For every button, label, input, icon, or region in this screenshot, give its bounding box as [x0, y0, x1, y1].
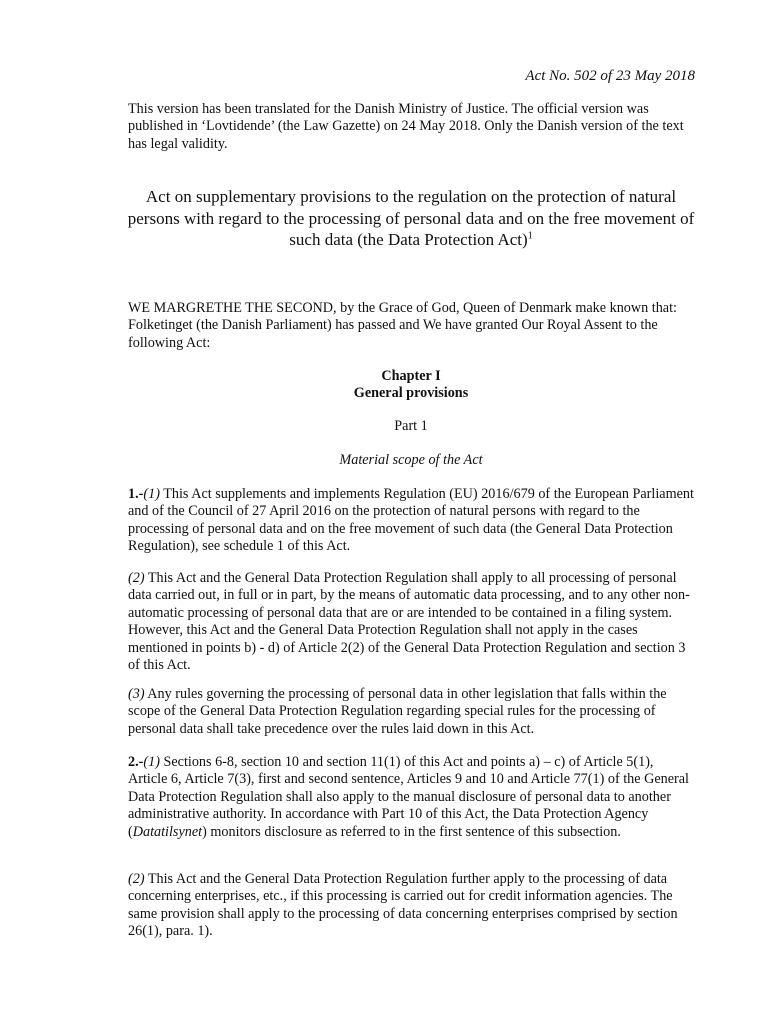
section-number: 1.- [128, 486, 144, 502]
subsection-text: This Act and the General Data Protection Regulation further apply to the processing of data concerning enterprises, etc., if this processing is carried out for credit information agencies. The same provision shall apply to the processing of data concerning enterprises comprised by section 26(1), para. 1). [128, 871, 678, 940]
part-number: Part 1 [394, 418, 428, 434]
act-title-text: Act on supplementary provisions to the regulation on the protection of natural persons with regard to the processing of personal data and on the free movement of such data (the Data Protection Act) [127, 187, 695, 249]
section-1-subsection-3 [128, 686, 694, 738]
section-number: 2.- [128, 754, 144, 770]
subsection-mark: (2) [128, 570, 145, 586]
part-heading: Material scope of the Act [339, 452, 483, 468]
preamble: WE MARGRETHE THE SECOND, by the Grace of God, Queen of Denmark make known that: Folketinget (the Danish Parliament) has passed and We have granted Our Royal Assent to the following Act: [128, 300, 677, 351]
section-1-subsection-1 [128, 486, 694, 556]
subsection-mark: (1) [143, 486, 160, 502]
footnote-mark: 1 [527, 230, 533, 242]
agency-name: Datatilsynet [132, 823, 203, 840]
translation-notice: This version has been translated for the Danish Ministry of Justice. The official version was published in ‘Lovtidende’ (the Law Gazette) on 24 May 2018. Only the Danish version of the text has legal validity. [128, 101, 684, 152]
chapter-number: Chapter I [381, 368, 441, 384]
subsection-text: Sections 6-8, section 10 and section 11(1) of this Act and points a) – c) of Article 5(1), Article 6, Article 7(3), first and second sentence, Articles 9 and 10 and Article 77(1) of the General Data Protection Regulation shall also apply to the manual disclosure of personal data to another administrative authority. In accordance with Part 10 of this Act, the Data Protection Agency ( [128, 754, 689, 840]
section-2-subsection-2 [128, 871, 694, 941]
subsection-text: Any rules governing the processing of personal data in other legislation that falls within the scope of the General Data Protection Regulation regarding special rules for the processing of personal data shall take precedence over the rules laid down in this Act. [128, 686, 667, 737]
act-title [118, 186, 704, 251]
chapter-name: General provisions [353, 385, 469, 401]
act-reference: Act No. 502 of 23 May 2018 [525, 68, 695, 84]
section-1-subsection-2 [128, 570, 694, 674]
subsection-text: This Act and the General Data Protection Regulation shall apply to all processing of personal data carried out, in full or in part, by the means of automatic data processing, and to any other non-automatic processing of personal data that are or are intended to be contained in a filing system. However, this Act and the General Data Protection Regulation shall not apply in the cases mentioned in points b) - d) of Article 2(2) of the General Data Protection Regulation and section 3 of this Act. [128, 570, 690, 674]
subsection-mark: (2) [128, 871, 145, 887]
section-2-subsection-1 [128, 754, 694, 841]
subsection-mark: (1) [143, 754, 160, 770]
subsection-text-cont: ) monitors disclosure as referred to in the first sentence of this subsection. [202, 823, 621, 840]
subsection-text: This Act supplements and implements Regulation (EU) 2016/679 of the European Parliament and of the Council of 27 April 2016 on the protection of natural persons with regard to the processing of personal data and on the free movement of such data (the General Data Protection Regulation), see schedule 1 of this Act. [128, 486, 694, 555]
subsection-mark: (3) [128, 686, 145, 702]
